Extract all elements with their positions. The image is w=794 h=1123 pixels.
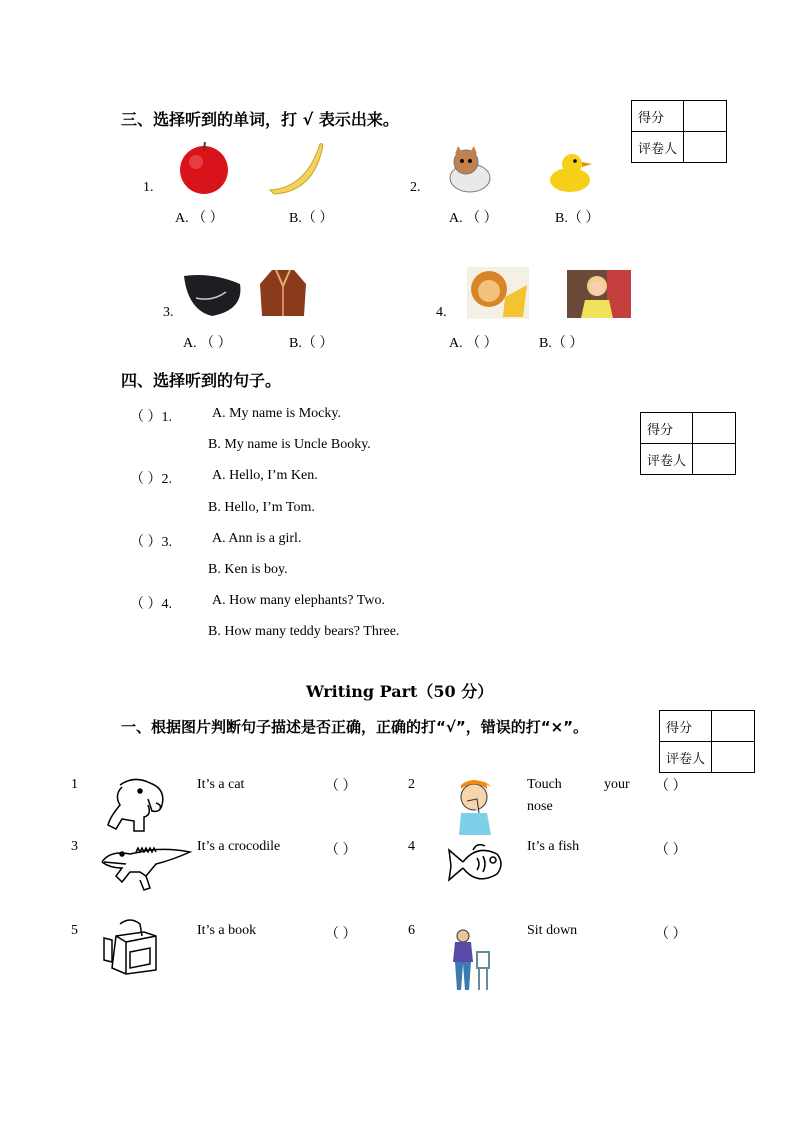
item-number: 4. (436, 305, 447, 320)
question-prefix: （ ）2. (130, 472, 172, 487)
choice-a: A. My name is Mocky. (212, 406, 341, 421)
item-number: 5 (71, 923, 78, 938)
option-b: B.（ ） (289, 336, 334, 351)
item-number: 1 (71, 777, 78, 792)
statement-cont: your (604, 777, 630, 792)
section4-title: 四、选择听到的句子。 (121, 371, 282, 390)
item-number: 4 (408, 839, 415, 854)
bag-drawing (100, 918, 162, 976)
writing-instruction: 一、根据图片判断句子描述是否正确，正确的打“√”，错误的打“×”。 (121, 718, 589, 736)
score-cell[interactable] (712, 711, 755, 742)
option-a: A. （ ） (175, 211, 224, 226)
grader-cell[interactable] (712, 742, 755, 773)
score-table (659, 710, 755, 773)
grader-label: 评卷人 (632, 132, 684, 163)
choice-b: B. How many teddy bears? Three. (208, 624, 400, 639)
item-number: 1. (143, 180, 154, 195)
writing-heading: Writing Part（50 分） (306, 682, 494, 701)
choice-a: A. How many elephants? Two. (212, 593, 385, 608)
grader-cell[interactable] (693, 444, 736, 475)
item-number: 2. (410, 180, 421, 195)
question-prefix: （ ）4. (130, 597, 172, 612)
coat-image (258, 266, 308, 318)
choice-a: A. Ann is a girl. (212, 531, 302, 546)
option-a: A. （ ） (183, 336, 232, 351)
statement: It’s a crocodile (197, 839, 281, 854)
score-label: 得分 (632, 101, 684, 132)
choice-b: B. My name is Uncle Booky. (208, 437, 371, 452)
answer-paren[interactable]: （ ） (325, 843, 357, 858)
score-table (640, 412, 736, 475)
cat-image (442, 146, 498, 194)
score-label: 得分 (641, 413, 693, 444)
item-number: 6 (408, 923, 415, 938)
fish-drawing (447, 838, 507, 894)
item-number: 3. (163, 305, 174, 320)
option-b: B.（ ） (289, 211, 334, 226)
choice-b: B. Ken is boy. (208, 562, 288, 577)
statement: Touch (527, 777, 562, 792)
score-table (631, 100, 727, 163)
question-prefix: （ ）1. (130, 410, 172, 425)
grader-cell[interactable] (684, 132, 727, 163)
answer-paren[interactable]: （ ） (325, 927, 357, 942)
section3-title: 三、选择听到的单词，打 √ 表示出来。 (121, 110, 399, 129)
choice-a: A. Hello, I’m Ken. (212, 468, 318, 483)
banana-image (266, 140, 326, 196)
option-b: B.（ ） (539, 336, 584, 351)
score-cell[interactable] (684, 101, 727, 132)
statement: It’s a book (197, 923, 257, 938)
answer-paren[interactable]: （ ） (655, 779, 687, 794)
statement-cont: nose (527, 799, 553, 814)
item-number: 3 (71, 839, 78, 854)
statement: It’s a fish (527, 839, 580, 854)
item-number: 2 (408, 777, 415, 792)
option-b: B.（ ） (555, 211, 600, 226)
apple-image (176, 142, 232, 194)
score-label: 得分 (660, 711, 712, 742)
crocodile-drawing (100, 842, 192, 894)
hat-image (182, 270, 244, 318)
statement: Sit down (527, 923, 578, 938)
duck-image (548, 150, 594, 194)
boy-touching-nose-image (447, 777, 501, 835)
statement: It’s a cat (197, 777, 245, 792)
grader-label: 评卷人 (641, 444, 693, 475)
girl-photo (567, 270, 631, 318)
option-a: A. （ ） (449, 211, 498, 226)
grader-label: 评卷人 (660, 742, 712, 773)
question-prefix: （ ）3. (130, 535, 172, 550)
lion-image (467, 267, 529, 319)
dog-drawing (100, 775, 172, 835)
boy-sitting-image (447, 928, 493, 992)
answer-paren[interactable]: （ ） (655, 843, 687, 858)
answer-paren[interactable]: （ ） (325, 779, 357, 794)
answer-paren[interactable]: （ ） (655, 927, 687, 942)
option-a: A. （ ） (449, 336, 498, 351)
choice-b: B. Hello, I’m Tom. (208, 500, 315, 515)
score-cell[interactable] (693, 413, 736, 444)
